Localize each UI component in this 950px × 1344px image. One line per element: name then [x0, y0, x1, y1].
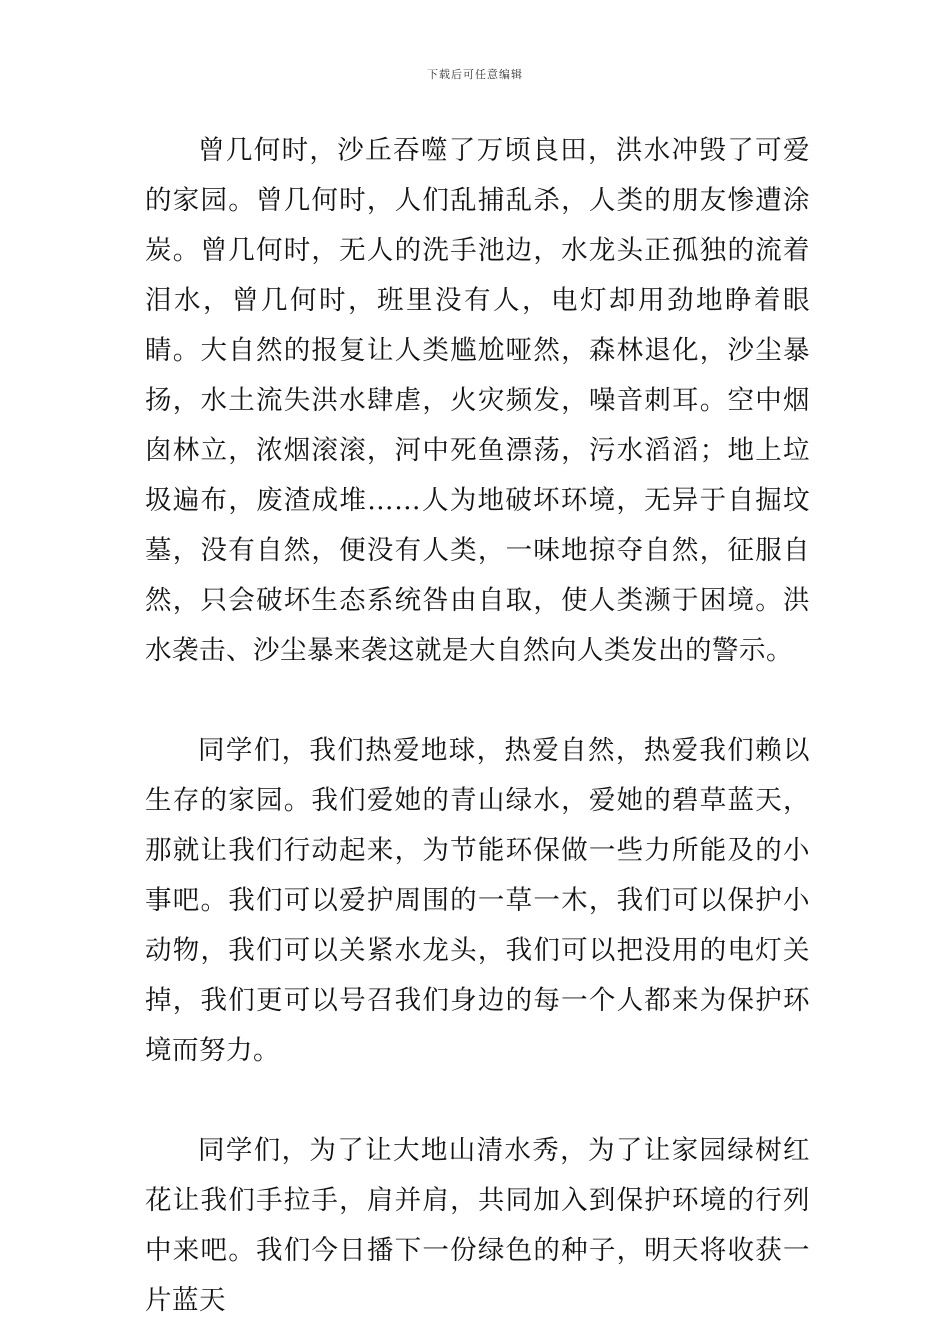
paragraph-2: 同学们，我们热爱地球，热爱自然，热爱我们赖以生存的家园。我们爱她的青山绿水，爱她的碧草蓝天，那就让我们行动起来，为节能环保做一些力所能及的小事吧。我们可以爱护周围的一草一木，我们可以保护小动物，我们可以关紧水龙头，我们可以把没用的电灯关掉，我们更可以号召我们身边的每一个人都来为保护环境而努力。: [145, 735, 810, 1066]
paragraph-3: 同学们，为了让大地山清水秀，为了让家园绿树红花让我们手拉手，肩并肩，共同加入到保护环境的行列中来吧。我们今日播下一份绿色的种子，明天将收获一片蓝天: [145, 1135, 810, 1316]
header-note: 下载后可任意编辑: [427, 68, 523, 81]
document-body: [145, 126, 810, 1326]
paragraph-1: 曾几何时，沙丘吞噬了万顷良田，洪水冲毁了可爱的家园。曾几何时，人们乱捕乱杀，人类的朋友惨遭涂炭。曾几何时，无人的洗手池边，水龙头正孤独的流着泪水，曾几何时，班里没有人，电灯却用劲地睁着眼睛。大自然的报复让人类尴尬哑然，森林退化，沙尘暴扬，水土流失洪水肆虐，火灾频发，噪音刺耳。空中烟囱林立，浓烟滚滚，河中死鱼漂荡，污水滔滔；地上垃圾遍布，废渣成堆……人为地破坏环境，无异于自掘坟墓，没有自然，便没有人类，一味地掠夺自然，征服自然，只会破坏生态系统咎由自取，使人类濒于困境。洪水袭击、沙尘暴来袭这就是大自然向人类发出的警示。: [145, 135, 810, 666]
